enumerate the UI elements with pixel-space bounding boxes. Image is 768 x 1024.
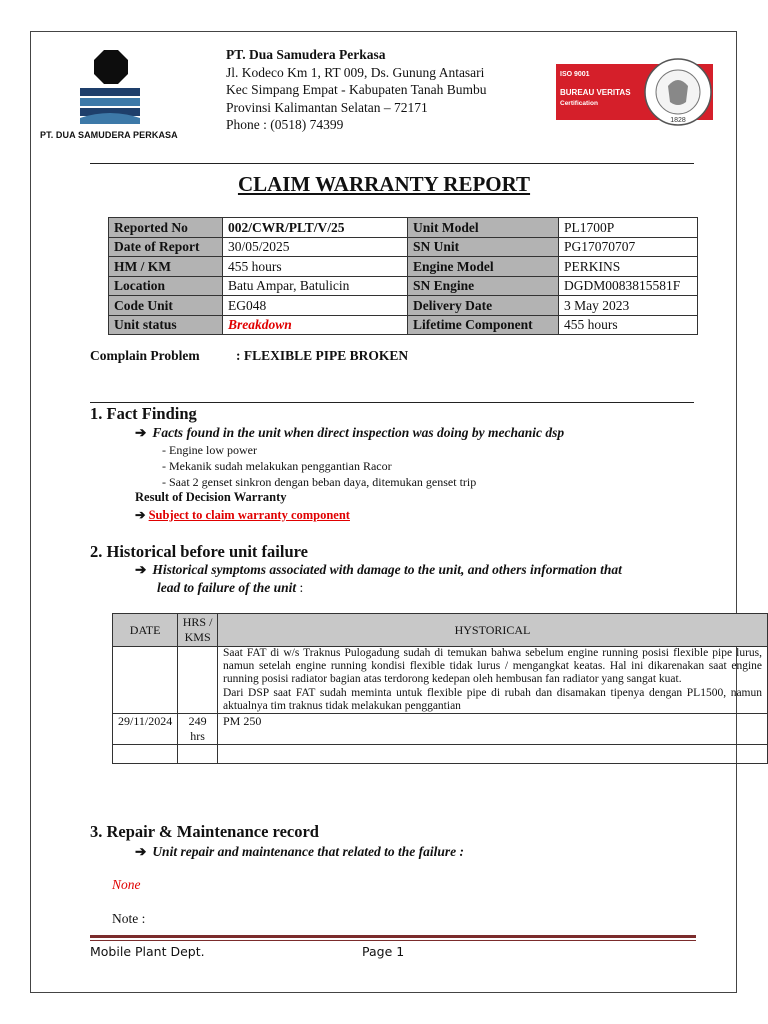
table-row bbox=[109, 218, 698, 238]
hrs-cell: 249 hrs bbox=[178, 714, 218, 745]
section-divider bbox=[90, 402, 694, 403]
historical-table bbox=[112, 613, 768, 764]
info-label: Unit status bbox=[109, 315, 223, 335]
arrow-text: lead to failure of the unit bbox=[157, 580, 297, 595]
cert-brand-text: BUREAU VERITAS bbox=[560, 88, 631, 97]
seal-icon bbox=[644, 56, 713, 128]
info-label: Lifetime Component bbox=[408, 315, 559, 335]
complain-problem bbox=[90, 348, 409, 364]
table-row bbox=[113, 714, 768, 745]
date-cell bbox=[113, 647, 178, 714]
date-cell bbox=[113, 745, 178, 764]
hrs-cell bbox=[178, 647, 218, 714]
arrow-suffix: : bbox=[296, 580, 304, 595]
info-value: DGDM0083815581F bbox=[559, 276, 698, 296]
info-label: Date of Report bbox=[109, 237, 223, 257]
historical-cell: PM 250 bbox=[218, 714, 768, 745]
arrow-icon: ➔ bbox=[135, 425, 147, 440]
address-line: Kec Simpang Empat - Kabupaten Tanah Bumbu bbox=[226, 82, 487, 97]
certification-badge bbox=[556, 64, 713, 128]
logo-company-name: PT. DUA SAMUDERA PERKASA bbox=[40, 130, 178, 140]
info-label: SN Unit bbox=[408, 237, 559, 257]
info-label: HM / KM bbox=[109, 257, 223, 277]
info-value: EG048 bbox=[223, 296, 408, 316]
info-value: 455 hours bbox=[559, 315, 698, 335]
list-item: - Engine low power bbox=[162, 443, 257, 457]
table-row bbox=[109, 276, 698, 296]
column-header: HRS / KMS bbox=[178, 614, 218, 647]
info-label: Reported No bbox=[109, 218, 223, 238]
info-value: 30/05/2025 bbox=[223, 237, 408, 257]
company-name: PT. Dua Samudera Perkasa bbox=[226, 47, 386, 62]
section-heading: 1. Fact Finding bbox=[90, 404, 197, 423]
info-label: Location bbox=[109, 276, 223, 296]
header-divider bbox=[90, 163, 694, 164]
footer-department: Mobile Plant Dept. bbox=[90, 944, 205, 959]
table-row bbox=[109, 257, 698, 277]
fact-list bbox=[162, 442, 476, 490]
phone-line: Phone : (0518) 74399 bbox=[226, 117, 344, 132]
info-label: SN Engine bbox=[408, 276, 559, 296]
info-value: PL1700P bbox=[559, 218, 698, 238]
column-header: DATE bbox=[113, 614, 178, 647]
arrow-text: Facts found in the unit when direct inspection was doing by mechanic dsp bbox=[152, 425, 565, 440]
section-arrow-line bbox=[135, 844, 464, 860]
iso-text: ISO 9001 bbox=[560, 71, 590, 78]
date-cell: 29/11/2024 bbox=[113, 714, 178, 745]
address-line: Jl. Kodeco Km 1, RT 009, Ds. Gunung Antasari bbox=[226, 64, 485, 80]
section-arrow-line-cont bbox=[157, 580, 303, 596]
unit-status-value: Breakdown bbox=[223, 315, 408, 335]
company-logo bbox=[40, 46, 200, 146]
historical-cell bbox=[218, 745, 768, 764]
arrow-icon: ➔ bbox=[135, 844, 147, 859]
info-value: Batu Ampar, Batulicin bbox=[223, 276, 408, 296]
unit-info-table bbox=[108, 217, 698, 335]
result-value: Subject to claim warranty component bbox=[148, 508, 350, 522]
section-arrow-line bbox=[135, 562, 695, 578]
info-value: 3 May 2023 bbox=[559, 296, 698, 316]
company-logo-mark bbox=[40, 46, 200, 130]
info-value: PERKINS bbox=[559, 257, 698, 277]
result-line bbox=[135, 507, 350, 523]
note-label: Note : bbox=[112, 911, 146, 926]
column-header: HYSTORICAL bbox=[218, 614, 768, 647]
info-label: Code Unit bbox=[109, 296, 223, 316]
hrs-cell bbox=[178, 745, 218, 764]
company-info bbox=[226, 46, 487, 134]
table-row bbox=[113, 647, 768, 714]
section-heading: 2. Historical before unit failure bbox=[90, 542, 308, 561]
section-arrow-line bbox=[135, 425, 564, 441]
info-value: PG17070707 bbox=[559, 237, 698, 257]
arrow-icon: ➔ bbox=[135, 562, 147, 577]
info-value: 002/CWR/PLT/V/25 bbox=[223, 218, 408, 238]
arrow-text: Unit repair and maintenance that related to the failure : bbox=[152, 844, 464, 859]
report-title-text: CLAIM WARRANTY REPORT bbox=[237, 172, 531, 196]
info-label: Engine Model bbox=[408, 257, 559, 277]
footer-rule bbox=[90, 935, 696, 938]
list-item: - Saat 2 genset sinkron dengan beban daya, ditemukan genset trip bbox=[162, 475, 477, 489]
historical-cell bbox=[218, 647, 768, 714]
table-row bbox=[109, 237, 698, 257]
address-line: Provinsi Kalimantan Selatan – 72171 bbox=[226, 99, 428, 115]
arrow-text: Historical symptoms associated with damage to the unit, and others information that bbox=[152, 562, 622, 577]
table-row bbox=[109, 315, 698, 335]
certification-label bbox=[556, 64, 644, 120]
historical-text: Saat FAT di w/s Traknus Pulogadung sudah di temukan bahwa sebelum engine running posisi flexible pipe lurus, namun setelah engine running kondisi flexible tidak lurus / mengangkat keatas. Hal ini dikarenakan saat engine running posisi radiator bagian atas terdorong kedepan oleh hembusan fan radiator yang sangat kuat. bbox=[223, 647, 762, 686]
complain-label: Complain Problem bbox=[90, 348, 200, 363]
table-header-row bbox=[113, 614, 768, 647]
table-row bbox=[113, 745, 768, 764]
complain-value: : FLEXIBLE PIPE BROKEN bbox=[236, 348, 409, 363]
result-label: Result of Decision Warranty bbox=[135, 490, 287, 504]
seal-year: 1828 bbox=[670, 117, 686, 124]
section-heading: 3. Repair & Maintenance record bbox=[90, 822, 319, 841]
list-item: - Mekanik sudah melakukan penggantian Racor bbox=[162, 459, 392, 473]
footer-rule-thin bbox=[90, 940, 696, 941]
cert-sub-text: Certification bbox=[560, 100, 598, 107]
info-label: Unit Model bbox=[408, 218, 559, 238]
arrow-icon: ➔ bbox=[135, 508, 149, 522]
historical-text: Dari DSP saat FAT sudah meminta untuk flexible pipe di rubah dan disamakan tipenya dengan PL1500, namun aktualnya tim traknus tidak melakukan penggantian bbox=[223, 686, 762, 712]
table-row bbox=[109, 296, 698, 316]
certification-seal bbox=[644, 64, 713, 124]
info-label: Delivery Date bbox=[408, 296, 559, 316]
footer-page-number: Page 1 bbox=[362, 944, 405, 959]
info-value: 455 hours bbox=[223, 257, 408, 277]
repair-record-value: None bbox=[112, 877, 141, 892]
report-title bbox=[0, 172, 768, 197]
